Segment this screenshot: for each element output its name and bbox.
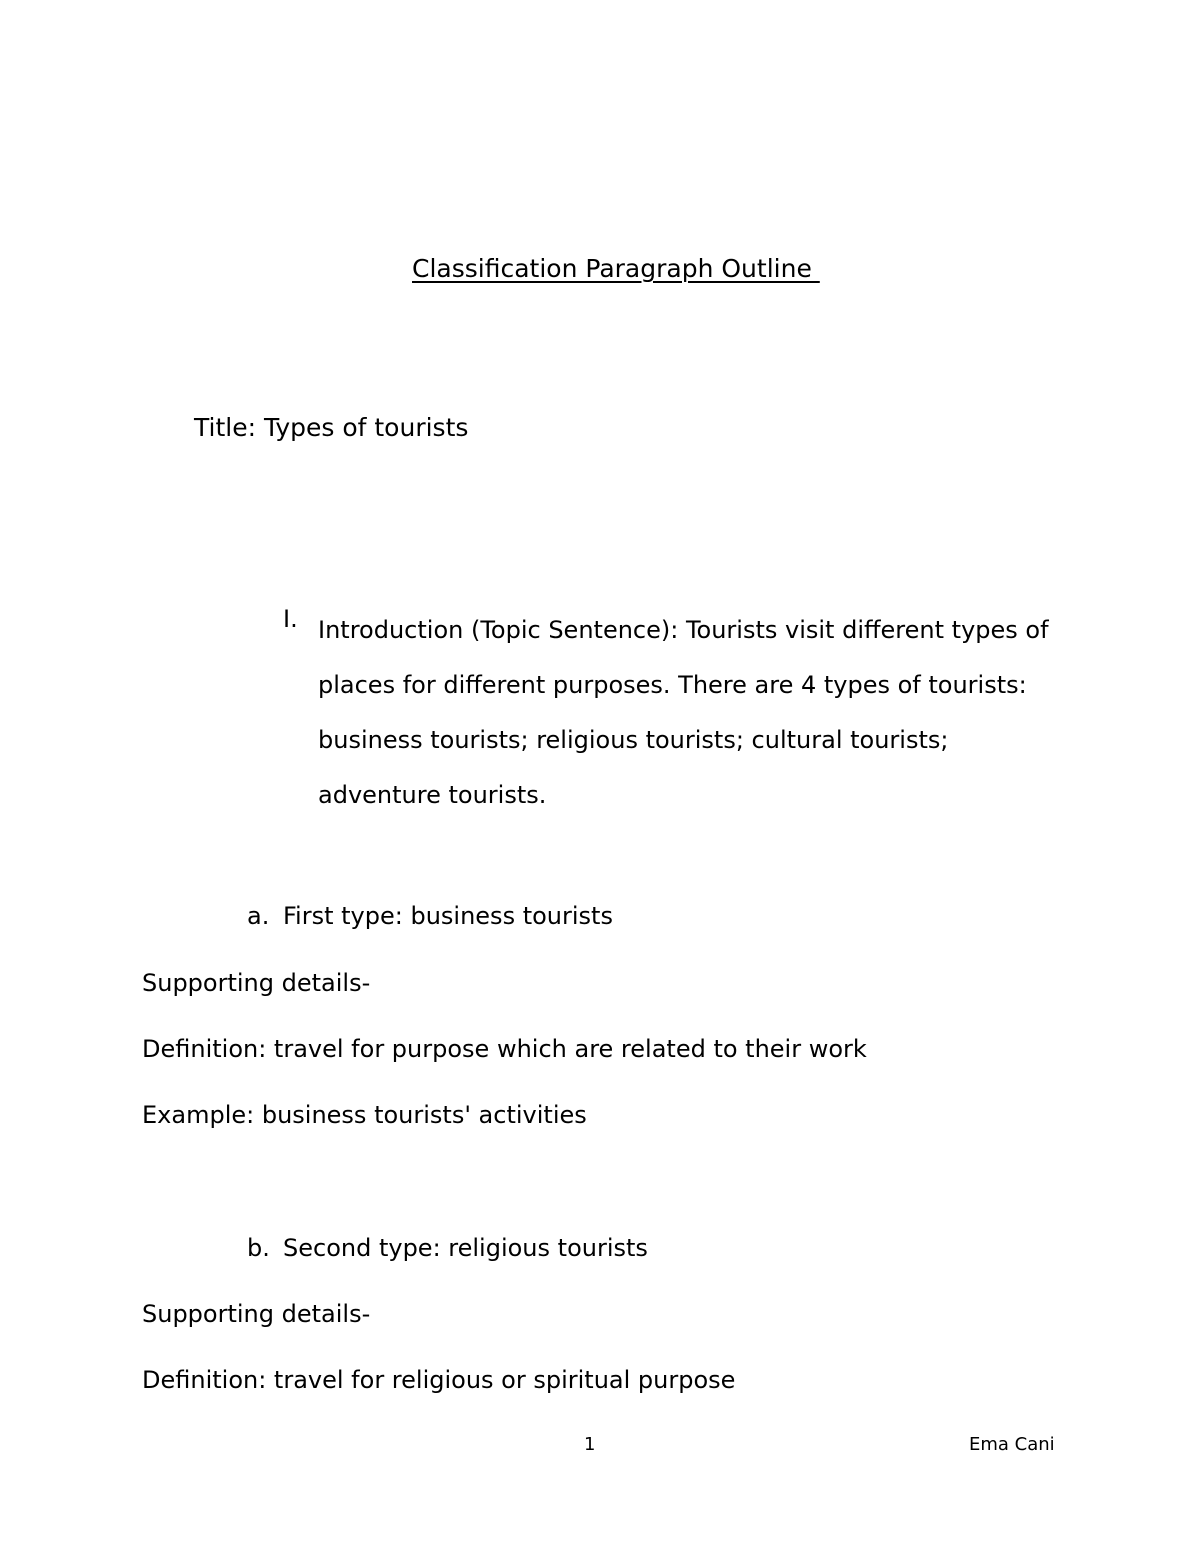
section-a-example: Example: business tourists' activities xyxy=(142,1101,587,1129)
section-a-supporting-details: Supporting details- xyxy=(142,969,371,997)
title-line: Title: Types of tourists xyxy=(194,413,469,442)
section-a-marker: a. xyxy=(247,902,270,930)
section-b-definition: Definition: travel for religious or spiritual purpose xyxy=(142,1366,736,1394)
introduction-paragraph xyxy=(318,603,1058,823)
introduction-line: adventure tourists. xyxy=(318,781,547,809)
page-number: 1 xyxy=(584,1434,596,1455)
introduction-line: business tourists; religious tourists; cultural tourists; xyxy=(318,726,949,754)
introduction-line: Introduction (Topic Sentence): Tourists visit different types of xyxy=(318,616,1049,644)
document-heading xyxy=(0,218,1200,320)
document-heading-text: Classification Paragraph Outline xyxy=(412,254,820,283)
footer-author: Ema Cani xyxy=(969,1434,1055,1455)
section-a-heading: First type: business tourists xyxy=(283,902,613,930)
introduction-marker: I. xyxy=(283,605,298,633)
section-b-marker: b. xyxy=(247,1234,270,1262)
introduction-line: places for different purposes. There are 4 types of tourists: xyxy=(318,671,1027,699)
section-b-heading: Second type: religious tourists xyxy=(283,1234,648,1262)
section-a-definition: Definition: travel for purpose which are related to their work xyxy=(142,1035,867,1063)
section-b-supporting-details: Supporting details- xyxy=(142,1300,371,1328)
